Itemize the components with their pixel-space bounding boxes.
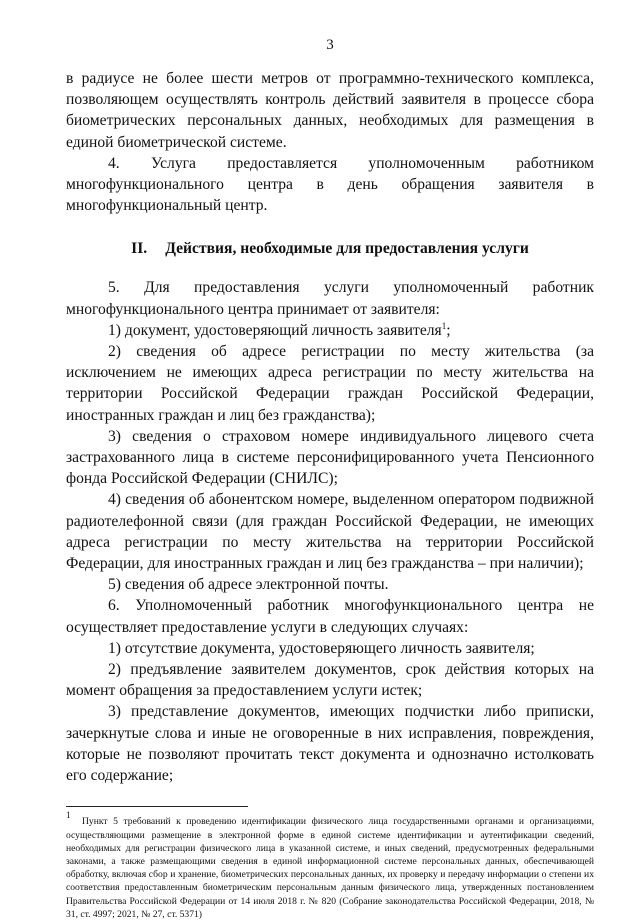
section-heading	[66, 238, 594, 259]
list-item-5-3: 3) сведения о страховом номере индивидуального лицевого счета застрахованного лица в системе персонифицированного учета Пенсионного фонда Российской Федерации (СНИЛС);	[66, 427, 594, 488]
document-page	[66, 36, 594, 921]
footnote-text: Пункт 5 требований к проведению идентификации физического лица государственными органами и организациями, осуществляющими размещение в электронной форме в единой системе идентификации и аутентификации сведений, необходимых для регистрации физического лица в указанной системе, и иных сведений, предусмотренных федеральными законами, а также размещающими сведения в единой информационной системе персональных данных, обеспечивающей обработку, включая сбор и хранение, биометрических персональных данных, их проверку и передачу информации о степени их соответствия предоставленным биометрическим персональным данным физического лица, утвержденных постановлением Правительства Российской Федерации от 14 июля 2018 г. № 820 (Собрание законодательства Российской Федерации, 2018, № 31, ст. 4997; 2021, № 27, ст. 5371)	[66, 816, 594, 920]
footnote-reference: 1	[441, 320, 447, 331]
list-item-5-1	[66, 320, 594, 341]
list-item-5-2: 2) сведения об адресе регистрации по месту жительства (за исключением не имеющих адреса регистрации по месту жительства на территории Российской Федерации граждан Российской Федерации, иностранных граждан и лиц без гражданства);	[66, 343, 594, 424]
paragraph-item-6: 6. Уполномоченный работник многофункционального центра не осуществляет предоставление услуги в следующих случаях:	[66, 597, 594, 636]
list-item-6-2: 2) предъявление заявителем документов, срок действия которых на момент обращения за предоставлением услуги истек;	[66, 661, 594, 700]
list-item-6-1: 1) отсутствие документа, удостоверяющего личность заявителя;	[108, 639, 535, 657]
list-item-6-3: 3) представление документов, имеющих подчистки либо приписки, зачеркнутые слова и иные не оговоренные в них исправления, повреждения, которые не позволяют прочитать текст документа и однозначно истолковать его содержание;	[66, 703, 594, 785]
paragraph-continuation: в радиусе не более шести метров от программно-технического комплекса, позволяющем осуществлять контроль действий заявителя в процессе сбора биометрических персональных данных, необходимых для размещения в единой биометрической системе.	[66, 70, 594, 151]
paragraph-item-4: 4. Услуга предоставляется уполномоченным работником многофункционального центра в день обращения заявителя в многофункциональный центр.	[66, 154, 594, 215]
list-item-5-1-text: 1) документ, удостоверяющий личность заявителя	[108, 321, 442, 339]
footnote-divider	[66, 806, 248, 807]
section-number: II.	[131, 240, 148, 258]
footnote: $^1$Пункт 5 требований к проведению идентификации физического лица государственными органами и организациями, осуществляющими размещение в электронной форме в единой системе идентификации и аутентификации сведений, необходимых для регистрации физического лица в указанной системе, и иных сведений, предусмотренных федеральными законами, а также размещающими сведения в единой информационной системе персональных данных, обеспечивающей обработку, включая сбор и хранение, биометрических персональных данных, их проверку и передачу информации о степени их соответствия предоставленным биометрическим персональным данным физического лица, утвержденных постановлением Правительства Российской Федерации от 14 июля 2018 г. № 820 (Собрание законодательства Российской Федерации, 2018, № 31, ст. 4997; 2021, № 27, ст. 5371)	[66, 810, 594, 920]
list-item-5-1-suffix: ;	[446, 321, 451, 339]
page-number: 3	[326, 37, 334, 53]
list-item-5-5: 5) сведения об адресе электронной почты.	[108, 576, 389, 594]
paragraph-item-5: 5. Для предоставления услуги уполномоченный работник многофункционального центра принимает от заявителя:	[66, 279, 594, 318]
list-item-5-4: 4) сведения об абонентском номере, выделенном оператором подвижной радиотелефонной связи (для граждан Российской Федерации, не имеющих адреса регистрации по месту жительства на территории Российской Федерации, для иностранных граждан и лиц без гражданства – при наличии);	[66, 491, 594, 573]
section-title: Действия, необходимые для предоставления услуги	[165, 240, 529, 258]
